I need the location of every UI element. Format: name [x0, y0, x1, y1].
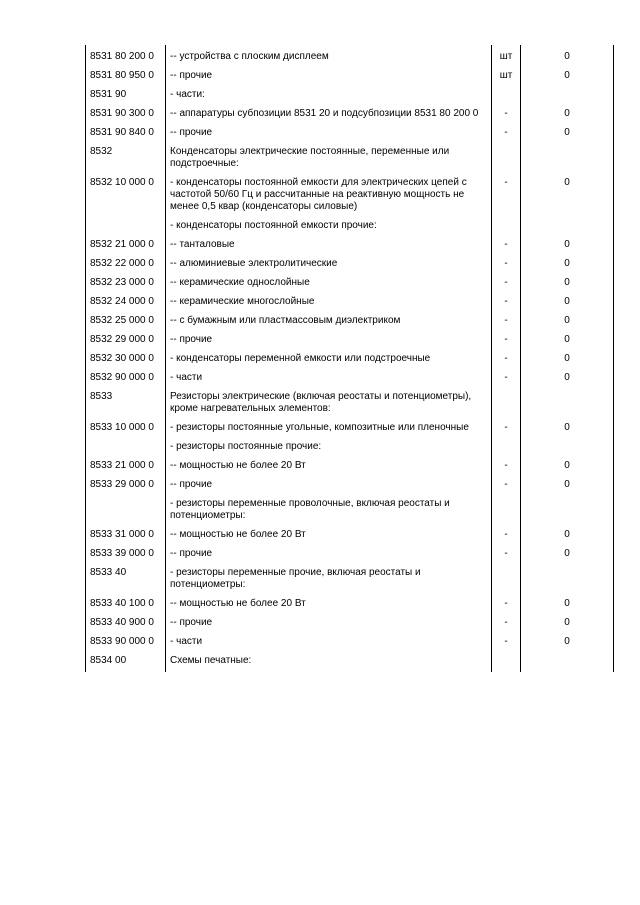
unit-cell: - — [492, 636, 521, 655]
unit-cell: - — [492, 315, 521, 334]
table-row — [86, 220, 614, 239]
tnved-code-cell — [86, 220, 166, 239]
description-cell: - части: — [166, 89, 492, 108]
duty-rate-cell — [521, 146, 614, 177]
description-cell: - резисторы постоянные прочие: — [166, 441, 492, 460]
unit-cell: - — [492, 258, 521, 277]
tnved-code-cell: 8533 10 000 0 — [86, 422, 166, 441]
unit-cell: шт — [492, 45, 521, 70]
unit-cell — [492, 655, 521, 672]
unit-cell: - — [492, 617, 521, 636]
description-cell: -- прочие — [166, 548, 492, 567]
tnved-code-cell: 8533 — [86, 391, 166, 422]
duty-rate-cell — [521, 567, 614, 598]
duty-rate-cell: 0 — [521, 334, 614, 353]
duty-rate-cell — [521, 441, 614, 460]
unit-cell: - — [492, 372, 521, 391]
duty-rate-cell: 0 — [521, 353, 614, 372]
table-row — [86, 315, 614, 334]
unit-cell — [492, 220, 521, 239]
table-row — [86, 334, 614, 353]
duty-rate-cell: 0 — [521, 636, 614, 655]
duty-rate-cell: 0 — [521, 258, 614, 277]
table-row — [86, 598, 614, 617]
tariff-table-body — [86, 45, 614, 672]
unit-cell — [492, 567, 521, 598]
tnved-code-cell: 8531 90 300 0 — [86, 108, 166, 127]
description-cell: -- керамические многослойные — [166, 296, 492, 315]
table-row — [86, 372, 614, 391]
duty-rate-cell: 0 — [521, 598, 614, 617]
unit-cell: - — [492, 529, 521, 548]
duty-rate-cell: 0 — [521, 422, 614, 441]
description-cell: -- устройства с плоским дисплеем — [166, 45, 492, 70]
tnved-code-cell — [86, 441, 166, 460]
table-row — [86, 277, 614, 296]
table-row — [86, 529, 614, 548]
unit-cell — [492, 146, 521, 177]
tnved-code-cell: 8533 90 000 0 — [86, 636, 166, 655]
description-cell: -- прочие — [166, 70, 492, 89]
duty-rate-cell: 0 — [521, 45, 614, 70]
description-cell: Конденсаторы электрические постоянные, переменные или подстроечные: — [166, 146, 492, 177]
tnved-code-cell: 8532 29 000 0 — [86, 334, 166, 353]
tnved-code-cell: 8533 40 100 0 — [86, 598, 166, 617]
table-row — [86, 460, 614, 479]
description-cell: Схемы печатные: — [166, 655, 492, 672]
description-cell: -- прочие — [166, 127, 492, 146]
table-row — [86, 636, 614, 655]
description-cell: -- танталовые — [166, 239, 492, 258]
tnved-code-cell: 8532 30 000 0 — [86, 353, 166, 372]
unit-cell: - — [492, 277, 521, 296]
description-cell: -- прочие — [166, 334, 492, 353]
duty-rate-cell — [521, 220, 614, 239]
duty-rate-cell: 0 — [521, 548, 614, 567]
description-cell: -- прочие — [166, 479, 492, 498]
table-row — [86, 177, 614, 220]
tnved-code-cell: 8532 90 000 0 — [86, 372, 166, 391]
tnved-code-cell: 8531 90 — [86, 89, 166, 108]
table-row — [86, 353, 614, 372]
table-row — [86, 567, 614, 598]
unit-cell: - — [492, 334, 521, 353]
tnved-code-cell: 8533 40 — [86, 567, 166, 598]
unit-cell: - — [492, 353, 521, 372]
tnved-code-cell: 8532 — [86, 146, 166, 177]
table-row — [86, 548, 614, 567]
tnved-code-cell: 8531 80 950 0 — [86, 70, 166, 89]
tnved-code-cell: 8532 24 000 0 — [86, 296, 166, 315]
description-cell: -- прочие — [166, 617, 492, 636]
unit-cell: - — [492, 598, 521, 617]
table-row — [86, 391, 614, 422]
table-row — [86, 45, 614, 70]
duty-rate-cell: 0 — [521, 127, 614, 146]
table-row — [86, 422, 614, 441]
table-row — [86, 89, 614, 108]
unit-cell — [492, 441, 521, 460]
description-cell: -- с бумажным или пластмассовым диэлектриком — [166, 315, 492, 334]
tnved-code-cell: 8532 21 000 0 — [86, 239, 166, 258]
tnved-code-cell: 8533 29 000 0 — [86, 479, 166, 498]
description-cell: -- алюминиевые электролитические — [166, 258, 492, 277]
unit-cell: - — [492, 422, 521, 441]
description-cell: - конденсаторы постоянной емкости прочие: — [166, 220, 492, 239]
duty-rate-cell — [521, 498, 614, 529]
description-cell: -- мощностью не более 20 Вт — [166, 460, 492, 479]
unit-cell: - — [492, 479, 521, 498]
description-cell: -- аппаратуры субпозиции 8531 20 и подсубпозиции 8531 80 200 0 — [166, 108, 492, 127]
unit-cell — [492, 89, 521, 108]
description-cell: - конденсаторы переменной емкости или подстроечные — [166, 353, 492, 372]
tnved-code-cell: 8533 31 000 0 — [86, 529, 166, 548]
table-row — [86, 258, 614, 277]
table-row — [86, 479, 614, 498]
duty-rate-cell: 0 — [521, 108, 614, 127]
unit-cell: - — [492, 177, 521, 220]
unit-cell — [492, 498, 521, 529]
description-cell: -- мощностью не более 20 Вт — [166, 529, 492, 548]
unit-cell: - — [492, 127, 521, 146]
duty-rate-cell: 0 — [521, 277, 614, 296]
description-cell: - резисторы постоянные угольные, композитные или пленочные — [166, 422, 492, 441]
description-cell: - части — [166, 372, 492, 391]
unit-cell: - — [492, 460, 521, 479]
tnved-code-cell: 8532 25 000 0 — [86, 315, 166, 334]
table-row — [86, 617, 614, 636]
unit-cell: - — [492, 239, 521, 258]
duty-rate-cell: 0 — [521, 296, 614, 315]
unit-cell: - — [492, 548, 521, 567]
table-row — [86, 441, 614, 460]
duty-rate-cell: 0 — [521, 372, 614, 391]
tnved-code-cell: 8534 00 — [86, 655, 166, 672]
duty-rate-cell — [521, 89, 614, 108]
duty-rate-cell: 0 — [521, 70, 614, 89]
duty-rate-cell — [521, 655, 614, 672]
description-cell: -- керамические однослойные — [166, 277, 492, 296]
tariff-table — [85, 45, 614, 672]
tnved-code-cell: 8531 90 840 0 — [86, 127, 166, 146]
duty-rate-cell: 0 — [521, 315, 614, 334]
tnved-code-cell: 8531 80 200 0 — [86, 45, 166, 70]
table-row — [86, 108, 614, 127]
duty-rate-cell: 0 — [521, 460, 614, 479]
description-cell: - резисторы переменные проволочные, включая реостаты и потенциометры: — [166, 498, 492, 529]
tnved-code-cell — [86, 498, 166, 529]
duty-rate-cell: 0 — [521, 239, 614, 258]
table-row — [86, 146, 614, 177]
unit-cell: шт — [492, 70, 521, 89]
tnved-code-cell: 8533 40 900 0 — [86, 617, 166, 636]
duty-rate-cell: 0 — [521, 479, 614, 498]
description-cell: - конденсаторы постоянной емкости для электрических цепей с частотой 50/60 Гц и рассчитанные на реактивную мощность не менее 0,5 квар (конденсаторы силовые) — [166, 177, 492, 220]
tnved-code-cell: 8533 21 000 0 — [86, 460, 166, 479]
duty-rate-cell: 0 — [521, 529, 614, 548]
table-row — [86, 239, 614, 258]
description-cell: -- мощностью не более 20 Вт — [166, 598, 492, 617]
table-row — [86, 498, 614, 529]
table-row — [86, 296, 614, 315]
unit-cell: - — [492, 296, 521, 315]
unit-cell: - — [492, 108, 521, 127]
description-cell: - резисторы переменные прочие, включая реостаты и потенциометры: — [166, 567, 492, 598]
tnved-code-cell: 8532 22 000 0 — [86, 258, 166, 277]
description-cell: - части — [166, 636, 492, 655]
tnved-code-cell: 8532 10 000 0 — [86, 177, 166, 220]
table-row — [86, 655, 614, 672]
tnved-code-cell: 8533 39 000 0 — [86, 548, 166, 567]
duty-rate-cell: 0 — [521, 177, 614, 220]
table-row — [86, 127, 614, 146]
duty-rate-cell — [521, 391, 614, 422]
description-cell: Резисторы электрические (включая реостаты и потенциометры), кроме нагревательных элементов: — [166, 391, 492, 422]
unit-cell — [492, 391, 521, 422]
tnved-code-cell: 8532 23 000 0 — [86, 277, 166, 296]
duty-rate-cell: 0 — [521, 617, 614, 636]
table-row — [86, 70, 614, 89]
